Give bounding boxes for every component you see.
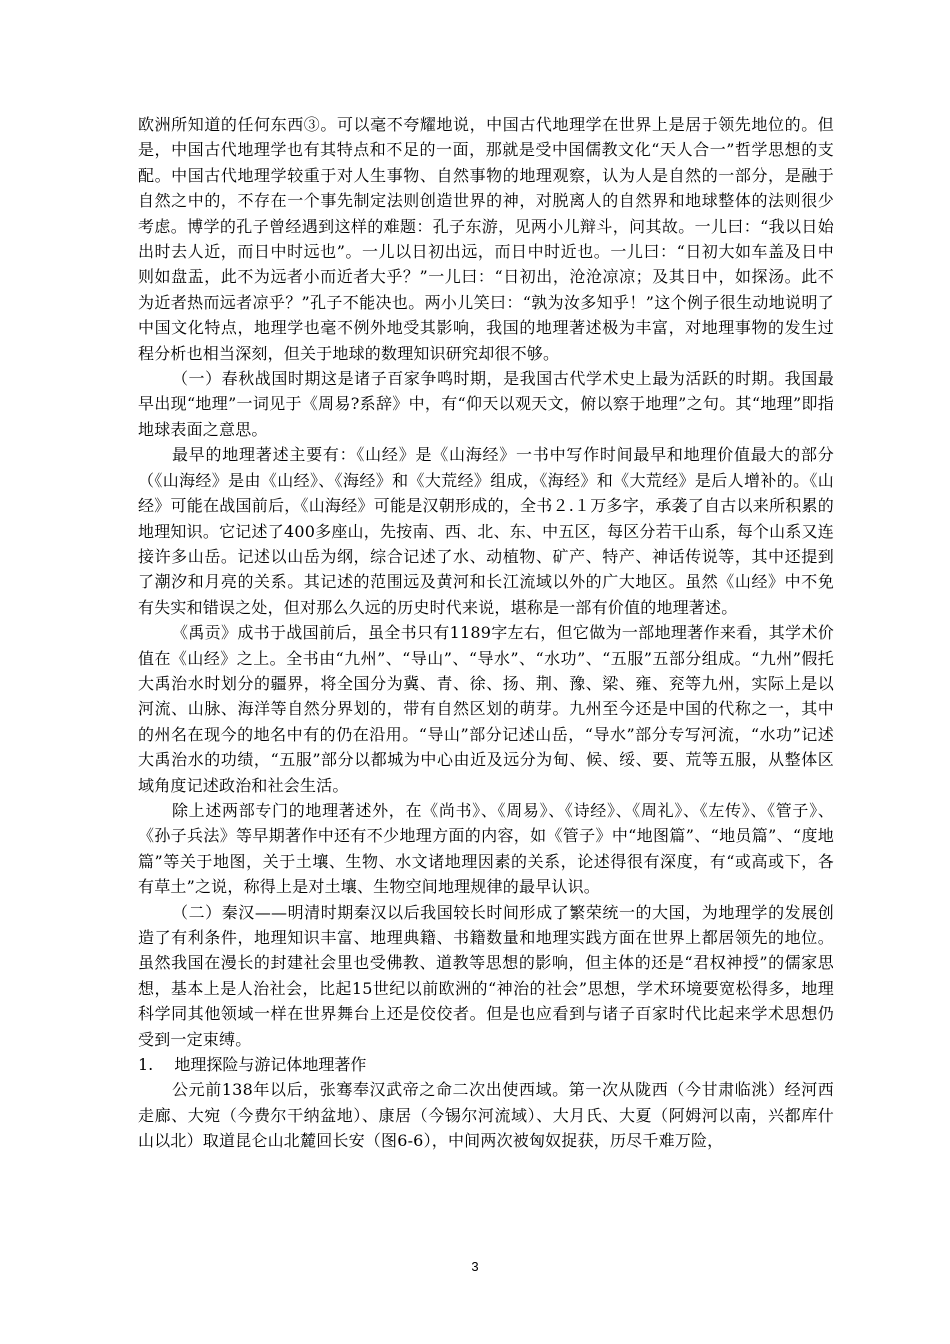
paragraph-qin-han: （二）秦汉——明清时期秦汉以后我国较长时间形成了繁荣统一的大国，为地理学的发展创造了有利条件，地理知识丰富、地理典籍、书籍数量和地理实践方面在世界上都居领先的地位。虽然我国在漫长的封建社会里也受佛教、道教等思想的影响，但主体的还是“君权神授”的儒家思想，基本上是人治社会，比起15世纪以前欧洲的“神治的社会”思想，学术环境要宽松得多，地理科学同其他领域一样在世界舞台上还是佼佼者。但是也应看到与诸子百家时代比起来学术思想仍受到一定束缚。	[138, 902, 834, 1049]
paragraph-intro: 欧洲所知道的任何东西③。可以毫不夸耀地说，中国古代地理学在世界上是居于领先地位的。但是，中国古代地理学也有其特点和不足的一面，那就是受中国儒教文化“天人合一”哲学思想的支配。中国古代地理学较重于对人生事物、自然事物的地理观察，认为人是自然的一部分，是融于自然之中的，不存在一个事先制定法则创造世界的神，对脱离人的自然界和地球整体的法则很少考虑。博学的孔子曾经遇到这样的难题：孔子东游，见两小儿辩斗，问其故。一儿曰：“我以日始出时去人近，而日中时远也”。一儿以日初出远，而日中时近也。一儿曰：“日初大如车盖及日中则如盘盂，此不为远者小而近者大乎？”一儿曰：“日初出，沧沧凉凉；及其日中，如探汤。此不为近者热而远者凉乎？”孔子不能决也。两小儿笑曰：“孰为汝多知乎！”这个例子很生动地说明了中国文化特点，地理学也毫不例外地受其影响，我国的地理著述极为丰富，对地理事物的发生过程分析也相当深刻，但关于地球的数理知识研究却很不够。	[138, 115, 834, 363]
document-body	[138, 112, 834, 1154]
page-number: 3	[471, 1259, 479, 1274]
paragraph-yugong: 《禹贡》成书于战国前后，虽全书只有1189字左右，但它做为一部地理著作来看，其学术价值在《山经》之上。全书由“九州”、“导山”、“导水”、“水功”、“五服”五部分组成。“九州”假托大禹治水时划分的疆界，将全国分为冀、青、徐、扬、荆、豫、梁、雍、兖等九州，实际上是以河流、山脉、海洋等自然分界划的，带有自然区划的萌芽。九州至今还是中国的代称之一，其中的州名在现今的地名中有的仍在沿用。“导山”部分记述山岳，“导水”部分专写河流，“水功”记述大禹治水的功绩，“五服”部分以都城为中心由近及远分为甸、候、绥、要、荒等五服，从整体区域角度记述政治和社会生活。	[138, 623, 834, 795]
paragraph-zhang-qian: 公元前138年以后，张骞奉汉武帝之命二次出使西域。第一次从陇西（今甘肃临洮）经河西走廊、大宛（今费尔干纳盆地）、康居（今锡尔河流域）、大月氏、大夏（阿姆河以南，兴都库什山以北）取道昆仑山北麓回长安（图6-6），中间两次被匈奴捉获，历尽千难万险，	[138, 1080, 834, 1151]
section-heading: 1. 地理探险与游记体地理著作	[138, 1055, 367, 1075]
paragraph-other-works: 除上述两部专门的地理著述外，在《尚书》、《周易》、《诗经》、《周礼》、《左传》、《管子》、《孙子兵法》等早期著作中还有不少地理方面的内容，如《管子》中“地图篇”、“地员篇”、“度地篇”等关于地图，关于土壤、生物、水文诸地理因素的关系，论述得很有深度，有“或高或下，各有草土”之说，称得上是对土壤、生物空间地理规律的最早认识。	[138, 800, 834, 897]
paragraph-spring-autumn: （一）春秋战国时期这是诸子百家争鸣时期，是我国古代学术史上最为活跃的时期。我国最早出现“地理”一词见于《周易?系辞》中，有“仰天以观天文，俯以察于地理”之句。其“地理”即指地球表面之意思。	[138, 369, 834, 439]
paragraph-shanjing: 最早的地理著述主要有：《山经》是《山海经》一书中写作时间最早和地理价值最大的部分（《山海经》是由《山经》、《海经》和《大荒经》组成，《海经》和《大荒经》是后人增补的。《山经》可能在战国前后，《山海经》可能是汉朝形成的，全书２.１万多字，承袭了自古以来所积累的地理知识。它记述了400多座山，先按南、西、北、东、中五区，每区分若干山系，每个山系又连接许多山岳。记述以山岳为纲，综合记述了水、动植物、矿产、特产、神话传说等，其中还提到了潮汐和月亮的关系。其记述的范围远及黄河和长江流域以外的广大地区。虽然《山经》中不免有失实和错误之处，但对那么久远的历史时代来说，堪称是一部有价值的地理著述。	[138, 445, 834, 617]
